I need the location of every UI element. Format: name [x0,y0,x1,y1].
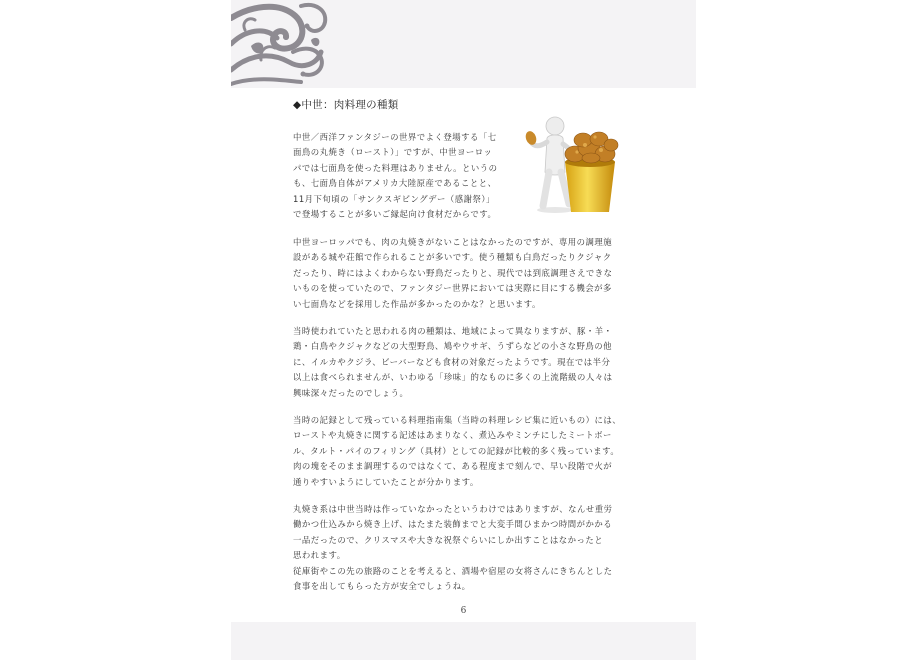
text-line: 11月下旬頃の「サンクスギビングデー（感謝祭）」 [293,193,495,204]
paragraph-3 [293,324,613,401]
text-line: 中世／西洋ファンタジーの世界でよく登場する「七 [293,132,497,142]
text-line: ローストや丸焼きに関する記述はあまりなく、煮込みやミンチにしたミートボー [293,430,612,441]
text-line: 鶏・白鳥やクジャクなどの大型野鳥、鳩やウサギ、うずらなどの小さな野鳥の他 [293,341,612,352]
text-line: 食事を出してもらった方が安全でしょうね。 [293,581,471,592]
text-line: 当時使われていたと思われる肉の種類は、地域によって異なりますが、豚・羊・ [293,326,613,336]
figure-with-fried-chicken-bucket-icon [525,112,625,216]
text-line: に、イルカやクジラ、ビーバーなども食材の対象だったようです。現在では半分 [293,356,611,367]
text-line: 設がある城や荘館で作られることが多いです。使う種類も白鳥だったりクジャク [293,252,612,263]
text-line: 当時の記録として残っている料理指南集（当時の料理レシピ集に近いもの）には、 [293,415,622,425]
text-line: 以上は食べられませんが、いわゆる「珍味」的なものに多くの上流階級の人々は [293,372,613,383]
text-line: 従庫街やこの先の旅路のことを考えると、酒場や宿屋の女将さんにきちんとした [293,565,613,576]
footer-band [231,622,696,660]
swirl-ornament-icon [231,0,331,86]
text-line: 思われます。 [293,550,346,561]
text-line: 一品だったので、クリスマスや大きな祝祭ぐらいにしか出すことはなかったと [293,534,604,545]
text-line: パでは七面鳥を使った料理はありません。というの [293,162,498,173]
text-line: で登場することが多いご縁起向け食材だからです。 [293,209,497,220]
paragraph-2 [293,235,613,312]
header-band [231,0,696,88]
text-line: 肉の塊をそのまま調理するのではなくて、ある程度まで刻んで、早い段階で火が [293,461,613,472]
text-line: 面鳥の丸焼き（ロースト）」ですが、中世ヨーロッ [293,147,493,158]
page-number: 6 [460,606,467,616]
text-line: 通りやすいようにしていたことが分かります。 [293,476,479,487]
text-line: 興味深々だったのでしょう。 [293,387,409,398]
text-line: いものを使っていたので、ファンタジー世界においては実際に目にする機会が多 [293,283,612,294]
text-line: も、七面鳥自体がアメリカ大陸原産であることと、 [293,178,497,189]
paragraph-1 [293,130,497,222]
text-line: 働かつ仕込みから焼き上げ、はたまた装飾までと大変手間ひまかつ時間がかかる [293,519,613,530]
text-line: い七面鳥などを採用した作品が多かったのかな？と思います。 [293,298,541,309]
paragraph-5 [293,502,613,594]
document-page [231,0,696,660]
text-line: だったり、時にはよくわからない野鳥だったりと、現代では到底調理さえできな [293,267,613,278]
text-line: ル、タルト・パイのフィリング（具材）としての記録が比較的多く残っています。 [293,445,620,456]
text-line: 中世ヨーロッパでも、肉の丸焼きがないことはなかったのですが、専用の調理施 [293,237,613,247]
section-heading: ◆中世：肉料理の種類 [293,99,399,111]
paragraph-4 [293,413,621,490]
text-line: 丸焼き系は中世当時は作っていなかったというわけではありますが、なんせ重労 [293,504,613,514]
